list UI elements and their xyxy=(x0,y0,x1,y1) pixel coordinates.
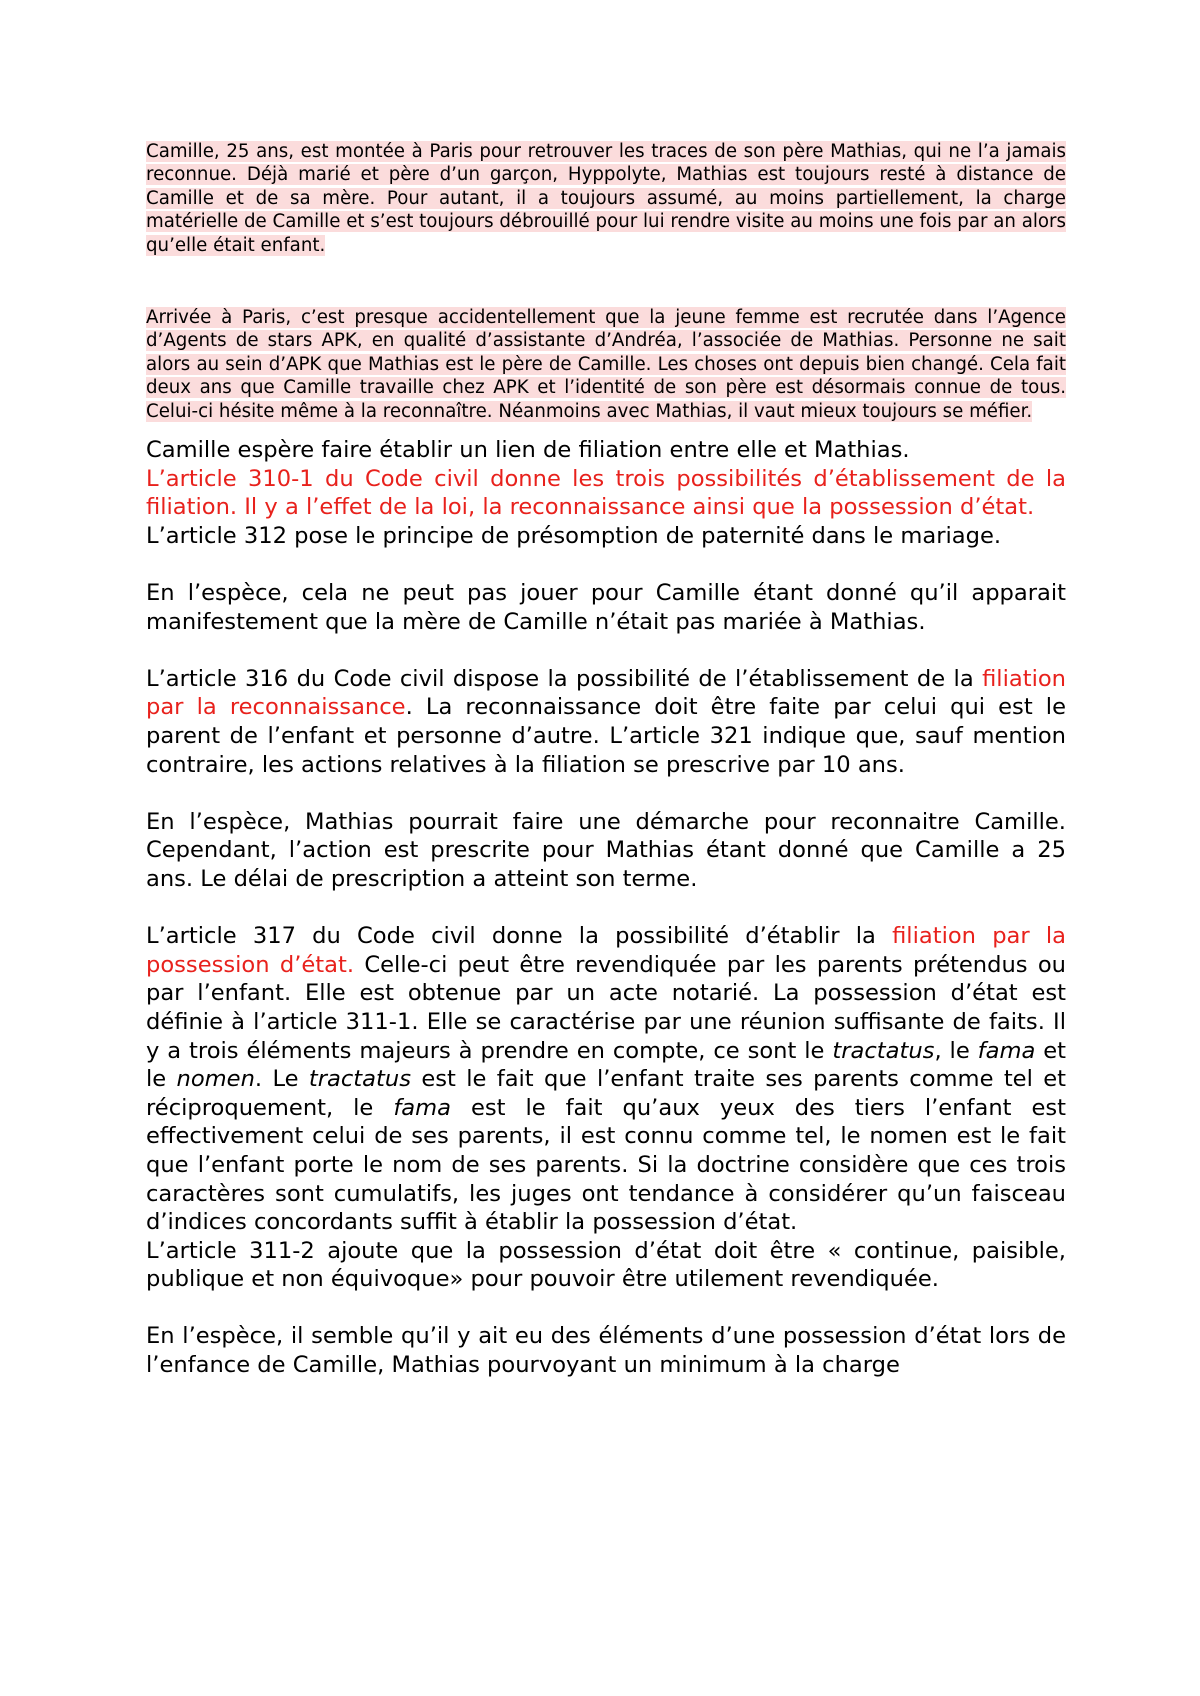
application-paragraph-1: En l’espèce, cela ne peut pas jouer pour Camille étant donné qu’il apparait manifestement que la mère de Camille n’était pas mariée à Mathias. xyxy=(146,580,1066,635)
facts-paragraph-2 xyxy=(146,306,1066,423)
term-nomen: nomen xyxy=(176,1066,255,1093)
highlight-possession-etat: filiation par la possession d’état. xyxy=(146,923,1066,978)
article-312-paragraph: L’article 312 pose le principe de présomption de paternité dans le mariage. xyxy=(146,522,1002,549)
highlighted-text: Arrivée à Paris, c’est presque accidentellement que la jeune femme est recrutée dans l’Agence d’Agents de stars APK, en qualité d’assistante d’Andréa, l’associée de Mathias. Personne ne sait alors au sein d’APK que Mathias est le père de Camille. Les choses ont depuis bien changé. Cela fait deux ans que Camille travaille chez APK et l’identité de son père est désormais connue de tous. Celui-ci hésite même à la reconnaître. Néanmoins avec Mathias, il vaut mieux toujours se méfier. xyxy=(146,307,1066,422)
spacer xyxy=(146,636,1066,665)
article-310-1-paragraph: L’article 310-1 du Code civil donne les trois possibilités d’établissement de la filiation. Il y a l’effet de la loi, la reconnaissance ainsi que la possession d’état. xyxy=(146,465,1066,521)
term-fama: fama xyxy=(977,1037,1036,1064)
article-311-2-paragraph: L’article 311-2 ajoute que la possession d’état doit être « continue, paisible, publique et non équivoque» pour pouvoir être utilement revendiquée. xyxy=(146,1237,1066,1293)
article-316-paragraph: L’article 316 du Code civil dispose la possibilité de l’établissement de la filiation par la reconnaissance. La reconnaissance doit être faite par celui qui est le parent de l’enfant et personne d’autre. L’article 321 indique que, sauf mention contraire, les actions relatives à la filiation se prescrive par 10 ans. xyxy=(146,665,1066,778)
highlight-reconnaissance: filiation par la reconnaissance xyxy=(146,665,1066,721)
term-tractatus: tractatus xyxy=(308,1066,411,1093)
spacer xyxy=(146,1294,1066,1323)
spacer xyxy=(146,550,1066,579)
article-317-paragraph: L’article 317 du Code civil donne la possibilité d’établir la filiation par la possession d’état. Celle-ci peut être revendiquée par les parents prétendus ou par l’enfant. Elle est obtenue par un acte notarié. La possession d’état est définie à l’article 311-1. Elle se caractérise par une réunion suffisante de faits. Il y a trois éléments majeurs à prendre en compte, ce sont le tractatus, le fama et le nomen. Le tractatus est le fait que l’enfant traite ses parents comme tel et réciproquement, le fama est le fait qu’aux yeux des tiers l’enfant est effectivement celui de ses parents, il est connu comme tel, le nomen est le fait que l’enfant porte le nom de ses parents. Si la doctrine considère que ces trois caractères sont cumulatifs, les juges ont tendance à considérer qu’un faisceau d’indices concordants suffit à établir la possession d’état. xyxy=(146,923,1067,1236)
term-tractatus: tractatus xyxy=(832,1037,935,1064)
document-page xyxy=(146,140,1066,1380)
highlighted-text: Camille, 25 ans, est montée à Paris pour retrouver les traces de son père Mathias, qui ne l’a jamais reconnue. Déjà marié et père d’un garçon, Hyppolyte, Mathias est toujours resté à distance de Camille et de sa mère. Pour autant, il a toujours assumé, au moins partiellement, la charge matérielle de Camille et s’est toujours débrouillé pour lui rendre visite au moins une fois par an alors qu’elle était enfant. xyxy=(146,141,1066,256)
term-fama: fama xyxy=(393,1094,451,1121)
application-paragraph-3: En l’espèce, il semble qu’il y ait eu des éléments d’une possession d’état lors de l’enfance de Camille, Mathias pourvoyant un minimum à la charge xyxy=(146,1323,1066,1379)
facts-paragraph-1 xyxy=(146,140,1066,257)
spacer xyxy=(146,257,1066,306)
spacer xyxy=(146,779,1066,808)
spacer xyxy=(146,894,1066,923)
problem-statement: Camille espère faire établir un lien de filiation entre elle et Mathias. xyxy=(146,437,910,464)
application-paragraph-2: En l’espèce, Mathias pourrait faire une démarche pour reconnaitre Camille. Cependant, l’action est prescrite pour Mathias étant donné que Camille a 25 ans. Le délai de prescription a atteint son terme. xyxy=(146,808,1066,892)
